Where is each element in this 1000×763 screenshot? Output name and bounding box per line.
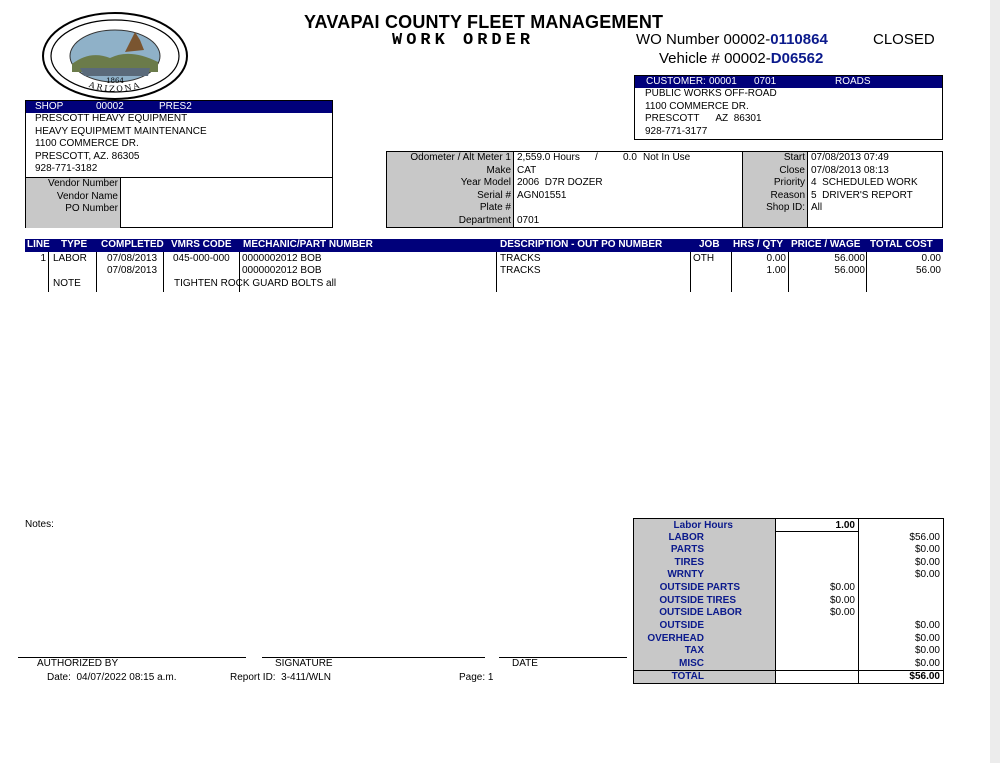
table-row	[25, 265, 943, 277]
customer-box	[634, 75, 943, 140]
start-label: Start	[783, 152, 805, 163]
row-vmrs: 045-000-000	[173, 253, 230, 264]
summary-label-parts: PARTS	[670, 544, 704, 555]
priority-value: 4 SCHEDULED WORK	[811, 177, 918, 189]
summary-mid-outside-labor: $0.00	[829, 607, 855, 618]
summary-value-overhead: $0.00	[914, 633, 940, 644]
row-hrs: 0.00	[766, 253, 786, 264]
summary-value-tires: $0.00	[914, 557, 940, 568]
make-label: Make	[486, 164, 511, 176]
odometer-separator: /	[595, 152, 598, 163]
plate-label: Plate #	[479, 202, 511, 214]
customer-line-1: PUBLIC WORKS OFF-ROAD	[645, 88, 777, 99]
page-subtitle: WORK ORDER	[392, 31, 535, 50]
page-number: Page: 1	[459, 672, 494, 683]
summary-label-outside-labor: OUTSIDE LABOR	[659, 607, 742, 618]
col-completed: COMPLETED	[101, 239, 164, 250]
summary-label-misc: MISC	[679, 658, 704, 669]
signature-label: SIGNATURE	[275, 658, 333, 669]
shop-id-label: Shop ID:	[766, 202, 805, 214]
summary-value-tax: $0.00	[914, 645, 940, 656]
summary-value-misc: $0.00	[914, 658, 940, 669]
col-price: PRICE / WAGE	[791, 239, 861, 250]
summary-label-labor: LABOR	[668, 532, 704, 543]
shop-header	[26, 101, 332, 113]
vehicle-prefix: 00002-	[724, 50, 771, 67]
row-completed: 07/08/2013	[107, 265, 158, 276]
row-line: 1	[40, 253, 46, 264]
po-number-label: PO Number	[65, 203, 118, 214]
authorized-label: AUTHORIZED BY	[37, 658, 119, 669]
summary-label-tires: TIRES	[674, 557, 704, 568]
plate-value	[517, 202, 737, 215]
col-description: DESCRIPTION - OUT PO NUMBER	[500, 239, 663, 250]
make-value: CAT	[517, 164, 537, 176]
col-type: TYPE	[61, 239, 88, 250]
shop-name: PRES2	[159, 101, 192, 112]
row-type: LABOR	[53, 253, 87, 264]
vehicle-labels	[387, 152, 514, 227]
vehicle-info-box	[386, 151, 943, 228]
row-mechanic: 0000002012 BOB	[242, 253, 322, 264]
alt-meter-value: 0.0	[623, 152, 637, 163]
wo-number-value: 0110864	[770, 31, 828, 48]
row-hrs: 1.00	[766, 265, 786, 276]
date-labels	[742, 152, 808, 227]
row-price: 56.000	[834, 253, 865, 264]
shop-line-5: 928-771-3182	[35, 163, 98, 175]
customer-header	[635, 76, 942, 88]
odometer-value: 2,559.0 Hours	[517, 152, 580, 163]
shop-line-3: 1100 COMMERCE DR.	[35, 138, 139, 150]
vehicle-label: Vehicle #	[659, 50, 720, 67]
department-label: Department	[458, 214, 511, 226]
shop-line-1: PRESCOTT HEAVY EQUIPMENT	[35, 113, 188, 124]
labor-hours-value: 1.00	[835, 520, 855, 531]
serial-label: Serial #	[477, 189, 511, 201]
odometer-label: Odometer / Alt Meter 1	[410, 152, 511, 163]
customer-line-3: PRESCOTT AZ 86301	[645, 113, 762, 124]
wo-label: WO Number	[636, 31, 720, 48]
odometer-row	[517, 152, 737, 165]
close-value: 07/08/2013 08:13	[811, 164, 889, 176]
summary-label-outside: OUTSIDE	[659, 620, 704, 631]
row-completed: 07/08/2013	[107, 253, 158, 264]
col-vmrs: VMRS CODE	[171, 239, 232, 250]
summary-label-outside-parts: OUTSIDE PARTS	[659, 582, 740, 593]
page-edge	[990, 0, 1000, 763]
shop-line-2: HEAVY EQUIPMEMT MAINTENANCE	[35, 125, 207, 137]
shop-id-value: All	[811, 202, 823, 214]
col-mechanic: MECHANIC/PART NUMBER	[243, 239, 373, 250]
start-value: 07/08/2013 07:49	[811, 152, 889, 163]
report-id: Report ID: 3-411/WLN	[230, 672, 331, 683]
department-value: 0701	[517, 214, 540, 226]
date-label: DATE	[512, 658, 538, 669]
row-note: TIGHTEN ROCK GUARD BOLTS all	[174, 278, 337, 289]
close-label: Close	[779, 164, 805, 176]
year-model-label: Year Model	[460, 177, 511, 189]
summary-label-outside-tires: OUTSIDE TIRES	[659, 595, 736, 606]
customer-line-2: 1100 COMMERCE DR.	[645, 100, 749, 112]
summary-label-wrnty: WRNTY	[667, 569, 704, 580]
priority-label: Priority	[773, 177, 805, 189]
customer-label: CUSTOMER:	[646, 76, 706, 87]
row-total: 0.00	[921, 253, 941, 264]
customer-dept: 0701	[754, 76, 777, 87]
summary-value-labor: $56.00	[909, 532, 940, 543]
row-description: TRACKS	[500, 253, 541, 264]
customer-line-4: 928-771-3177	[645, 125, 708, 137]
vehicle-number	[659, 50, 823, 67]
table-row	[25, 253, 943, 265]
summary-value-parts: $0.00	[914, 544, 940, 555]
col-hrs: HRS / QTY	[733, 239, 784, 250]
col-line: LINE	[27, 239, 50, 250]
cost-summary	[633, 518, 944, 684]
customer-code: 00001	[709, 76, 737, 87]
summary-total-label: TOTAL	[671, 671, 704, 682]
table-row	[25, 278, 943, 290]
labor-hours-label: Labor Hours	[673, 520, 733, 531]
alt-meter-status: Not In Use	[643, 152, 691, 163]
year-model-value: 2006 D7R DOZER	[517, 177, 603, 189]
wo-prefix: 00002-	[723, 31, 771, 48]
status-text: CLOSED	[873, 31, 935, 48]
summary-mid-outside-parts: $0.00	[829, 582, 855, 593]
row-total: 56.00	[915, 265, 941, 276]
row-job: OTH	[693, 253, 715, 264]
print-date: Date: 04/07/2022 08:15 a.m.	[47, 672, 177, 683]
summary-value-wrnty: $0.00	[914, 569, 940, 580]
row-description: TRACKS	[500, 265, 541, 276]
reason-label: Reason	[770, 189, 805, 201]
shop-line-4: PRESCOTT, AZ. 86305	[35, 150, 140, 162]
logo-bottom-text: ARIZONA	[87, 80, 143, 94]
customer-name: ROADS	[835, 76, 871, 87]
summary-total-value: $56.00	[909, 671, 940, 682]
wo-number	[636, 31, 828, 48]
shop-code: 00002	[96, 101, 124, 112]
vendor-number-label: Vendor Number	[47, 178, 118, 189]
summary-label-tax: TAX	[684, 645, 704, 656]
summary-label-overhead: OVERHEAD	[647, 633, 704, 644]
logo-year: 1864	[106, 77, 124, 85]
summary-value-outside: $0.00	[914, 620, 940, 631]
logo-top-text	[40, 10, 175, 13]
vendor-labels	[26, 177, 121, 228]
shop-box	[25, 100, 333, 228]
serial-value: AGN01551	[517, 189, 567, 201]
page-title: YAVAPAI COUNTY FLEET MANAGEMENT	[304, 12, 664, 32]
row-price: 56.000	[834, 265, 865, 276]
notes-label: Notes:	[25, 519, 54, 530]
col-job: JOB	[699, 239, 720, 250]
vendor-name-label: Vendor Name	[56, 190, 118, 202]
reason-value: 5 DRIVER'S REPORT	[811, 189, 913, 201]
county-seal-logo	[40, 10, 190, 100]
col-total: TOTAL COST	[870, 239, 933, 250]
summary-mid-outside-tires: $0.00	[829, 595, 855, 606]
line-items-header	[25, 239, 943, 252]
row-type: NOTE	[53, 278, 81, 289]
row-mechanic: 0000002012 BOB	[242, 265, 322, 276]
vehicle-number-value: D06562	[770, 50, 824, 67]
shop-label: SHOP	[35, 101, 64, 112]
